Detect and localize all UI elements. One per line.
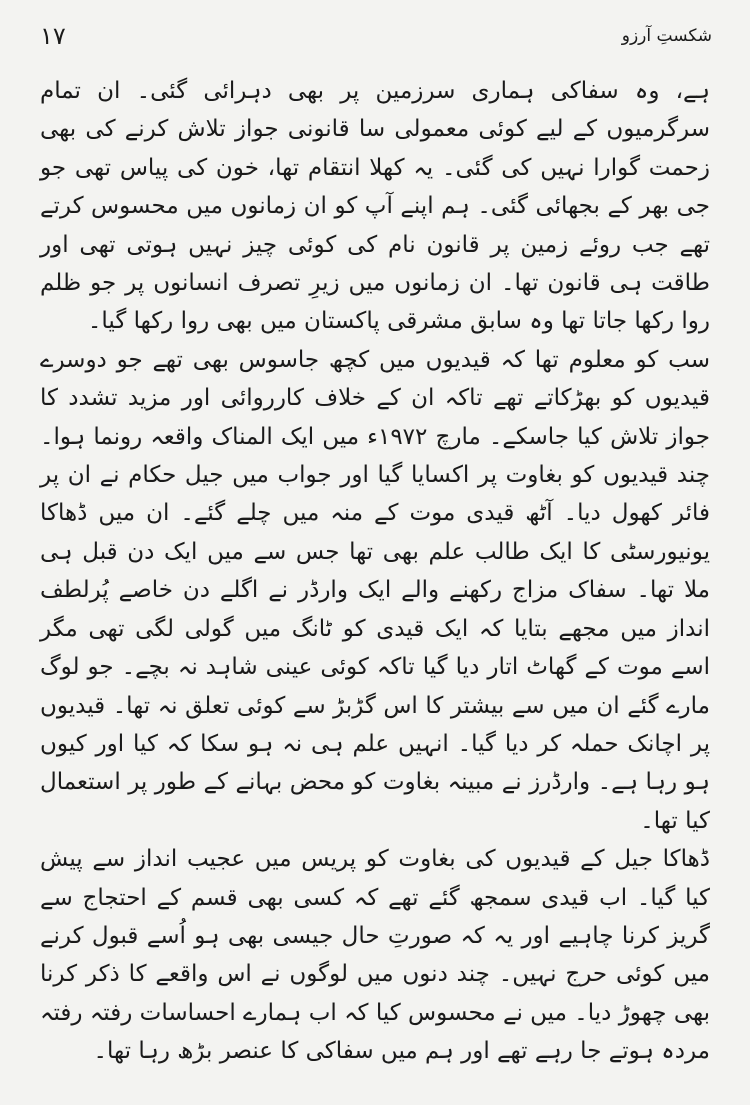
page-body	[40, 72, 710, 1071]
page-header	[40, 22, 712, 54]
paragraph-2: سب کو معلوم تھا کہ قیدیوں میں کچھ جاسوس بھی تھے جو دوسرے قیدیوں کو بھڑکاتے تھے تاکہ ان کے خلاف کارروائی اور مزید تشدد کا جواز تلاش کیا جاسکے۔ مارچ ۱۹۷۲ء میں ایک المناک واقعہ رونما ہوا۔ چند قیدیوں کو بغاوت پر اکسایا گیا اور جواب میں جیل حکام نے ان پر فائر کھول دیا۔ آٹھ قیدی موت کے منہ میں چلے گئے۔ ان میں ڈھاکا یونیورسٹی کا ایک طالب علم بھی تھا جس سے میں ایک دن قبل ہی ملا تھا۔ سفاک مزاج رکھنے والے ایک وارڈر نے اگلے دن خاصے پُرلطف انداز میں مجھے بتایا کہ ایک قیدی کو ٹانگ میں گولی لگی تھی مگر اسے موت کے گھاٹ اتار دیا گیا تاکہ کوئی عینی شاہد نہ بچے۔ جو لوگ مارے گئے ان میں سے بیشتر کا اس گڑبڑ سے کوئی تعلق نہ تھا۔ قیدیوں پر اچانک حملہ کر دیا گیا۔ انہیں علم ہی نہ ہو سکا کہ کیا اور کیوں ہو رہا ہے۔ وارڈرز نے مبینہ بغاوت کو محض بہانے کے طور پر استعمال کیا تھا۔	[40, 346, 710, 834]
paragraph-3: ڈھاکا جیل کے قیدیوں کی بغاوت کو پریس میں عجیب انداز سے پیش کیا گیا۔ اب قیدی سمجھ گئے تھے کہ کسی بھی قسم کے احتجاج سے گریز کرنا چاہیے اور یہ کہ صورتِ حال جیسی بھی ہو اُسے قبول کرنے میں کوئی حرج نہیں۔ چند دنوں میں لوگوں نے اس واقعے کا ذکر کرنا بھی چھوڑ دیا۔ میں نے محسوس کیا کہ اب ہمارے احساسات رفتہ رفتہ مردہ ہوتے جا رہے تھے اور ہم میں سفاکی کا عنصر بڑھ رہا تھا۔	[40, 846, 710, 1065]
running-title: شکستِ آرزو	[621, 26, 712, 46]
paragraph-1: ہے، وہ سفاکی ہماری سرزمین پر بھی دہرائی گئی۔ ان تمام سرگرمیوں کے لیے کوئی معمولی سا قانونی جواز تلاش کرنے کی بھی زحمت گوارا نہیں کی گئی۔ یہ کھلا انتقام تھا، خون کی پیاس تھی جو جی بھر کے بجھائی گئی۔ ہم اپنے آپ کو ان زمانوں میں محسوس کرتے تھے جب روئے زمین پر قانون نام کی کوئی چیز نہیں ہوتی تھی اور طاقت ہی قانون تھا۔ ان زمانوں میں زیرِ تصرف انسانوں پر جو ظلم روا رکھا جاتا تھا وہ سابق مشرقی پاکستان میں بھی روا رکھا گیا۔	[40, 78, 710, 335]
page-number: ۱۷	[40, 22, 66, 50]
